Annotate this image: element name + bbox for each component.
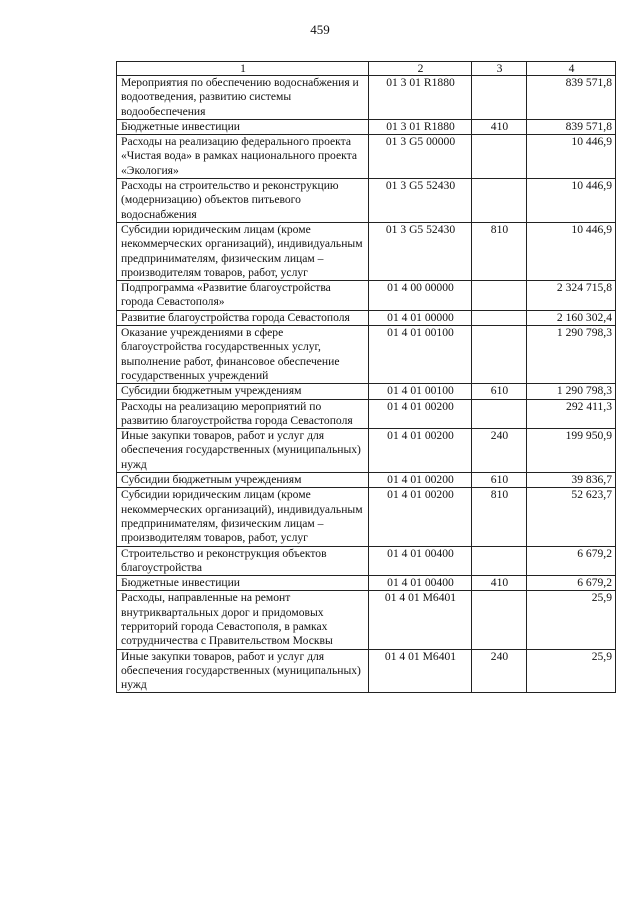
table-row <box>117 649 616 693</box>
table-row <box>117 135 616 179</box>
row-code-cell: 01 4 01 M6401 <box>369 591 472 649</box>
row-type-cell: 410 <box>472 119 527 134</box>
row-amount-cell: 10 446,9 <box>527 222 616 280</box>
table-row <box>117 281 616 311</box>
table-row <box>117 576 616 591</box>
row-type-cell: 410 <box>472 576 527 591</box>
table-row <box>117 591 616 649</box>
row-code-cell: 01 3 G5 52430 <box>369 179 472 223</box>
budget-table <box>116 61 616 693</box>
row-type-cell <box>472 281 527 311</box>
table-row <box>117 76 616 120</box>
row-name-cell: Расходы на реализацию федерального проекта «Чистая вода» в рамках национального проекта «Экология» <box>117 135 369 179</box>
row-name-cell: Расходы на реализацию мероприятий по развитию благоустройства города Севастополя <box>117 399 369 429</box>
row-type-cell: 810 <box>472 488 527 546</box>
row-name-cell: Мероприятия по обеспечению водоснабжения и водоотведения, развитию системы водообеспечения <box>117 76 369 120</box>
row-name-cell: Развитие благоустройства города Севастополя <box>117 310 369 325</box>
row-code-cell: 01 4 01 00400 <box>369 576 472 591</box>
row-amount-cell: 6 679,2 <box>527 546 616 576</box>
table-row <box>117 119 616 134</box>
row-name-cell: Субсидии бюджетным учреждениям <box>117 473 369 488</box>
table-row <box>117 310 616 325</box>
row-name-cell: Субсидии бюджетным учреждениям <box>117 384 369 399</box>
row-code-cell: 01 4 01 00200 <box>369 473 472 488</box>
row-name-cell: Строительство и реконструкция объектов благоустройства <box>117 546 369 576</box>
row-amount-cell: 10 446,9 <box>527 135 616 179</box>
table-row <box>117 399 616 429</box>
row-name-cell: Субсидии юридическим лицам (кроме некоммерческих организаций), индивидуальным предпринимателям, физическим лицам – производителям товаров, работ, услуг <box>117 222 369 280</box>
row-type-cell <box>472 591 527 649</box>
column-header-2: 2 <box>369 62 472 76</box>
row-amount-cell: 6 679,2 <box>527 576 616 591</box>
row-code-cell: 01 3 01 R1880 <box>369 119 472 134</box>
row-name-cell: Подпрограмма «Развитие благоустройства города Севастополя» <box>117 281 369 311</box>
row-type-cell <box>472 399 527 429</box>
column-header-4: 4 <box>527 62 616 76</box>
table-row <box>117 473 616 488</box>
table-row <box>117 179 616 223</box>
row-name-cell: Иные закупки товаров, работ и услуг для обеспечения государственных (муниципальных) нужд <box>117 429 369 473</box>
row-type-cell <box>472 76 527 120</box>
row-amount-cell: 2 160 302,4 <box>527 310 616 325</box>
row-code-cell: 01 4 01 00200 <box>369 429 472 473</box>
row-code-cell: 01 4 01 00200 <box>369 399 472 429</box>
row-type-cell: 810 <box>472 222 527 280</box>
row-code-cell: 01 4 01 00100 <box>369 384 472 399</box>
row-code-cell: 01 3 G5 00000 <box>369 135 472 179</box>
row-name-cell: Иные закупки товаров, работ и услуг для обеспечения государственных (муниципальных) нужд <box>117 649 369 693</box>
row-type-cell <box>472 326 527 384</box>
row-code-cell: 01 4 00 00000 <box>369 281 472 311</box>
page-number: 459 <box>310 22 330 37</box>
row-code-cell: 01 3 G5 52430 <box>369 222 472 280</box>
row-name-cell: Бюджетные инвестиции <box>117 576 369 591</box>
row-code-cell: 01 4 01 00400 <box>369 546 472 576</box>
table-row <box>117 326 616 384</box>
table-body <box>117 76 616 693</box>
row-code-cell: 01 4 01 00000 <box>369 310 472 325</box>
table-row <box>117 429 616 473</box>
table-row <box>117 546 616 576</box>
column-header-1: 1 <box>117 62 369 76</box>
row-type-cell: 610 <box>472 384 527 399</box>
row-type-cell <box>472 546 527 576</box>
row-amount-cell: 2 324 715,8 <box>527 281 616 311</box>
row-amount-cell: 292 411,3 <box>527 399 616 429</box>
row-amount-cell: 199 950,9 <box>527 429 616 473</box>
row-amount-cell: 10 446,9 <box>527 179 616 223</box>
table-header <box>117 62 616 76</box>
row-name-cell: Расходы на строительство и реконструкцию (модернизацию) объектов питьевого водоснабжения <box>117 179 369 223</box>
row-amount-cell: 25,9 <box>527 591 616 649</box>
table-row <box>117 488 616 546</box>
row-type-cell <box>472 135 527 179</box>
row-code-cell: 01 4 01 00200 <box>369 488 472 546</box>
row-code-cell: 01 4 01 00100 <box>369 326 472 384</box>
row-name-cell: Субсидии юридическим лицам (кроме некоммерческих организаций), индивидуальным предпринимателям, физическим лицам – производителям товаров, работ, услуг <box>117 488 369 546</box>
row-type-cell: 240 <box>472 429 527 473</box>
table-row <box>117 222 616 280</box>
row-name-cell: Оказание учреждениями в сфере благоустройства государственных услуг, выполнение работ, финансовое обеспечение государственных учреждений <box>117 326 369 384</box>
row-name-cell: Расходы, направленные на ремонт внутриквартальных дорог и придомовых территорий города Севастополя, в рамках сотрудничества с Правительством Москвы <box>117 591 369 649</box>
row-code-cell: 01 4 01 M6401 <box>369 649 472 693</box>
row-name-cell: Бюджетные инвестиции <box>117 119 369 134</box>
row-amount-cell: 25,9 <box>527 649 616 693</box>
row-amount-cell: 1 290 798,3 <box>527 384 616 399</box>
row-code-cell: 01 3 01 R1880 <box>369 76 472 120</box>
row-type-cell <box>472 310 527 325</box>
row-amount-cell: 39 836,7 <box>527 473 616 488</box>
row-amount-cell: 839 571,8 <box>527 76 616 120</box>
column-header-3: 3 <box>472 62 527 76</box>
row-amount-cell: 52 623,7 <box>527 488 616 546</box>
row-amount-cell: 1 290 798,3 <box>527 326 616 384</box>
table-row <box>117 384 616 399</box>
header-row <box>117 62 616 76</box>
row-type-cell <box>472 179 527 223</box>
row-type-cell: 610 <box>472 473 527 488</box>
row-amount-cell: 839 571,8 <box>527 119 616 134</box>
row-type-cell: 240 <box>472 649 527 693</box>
